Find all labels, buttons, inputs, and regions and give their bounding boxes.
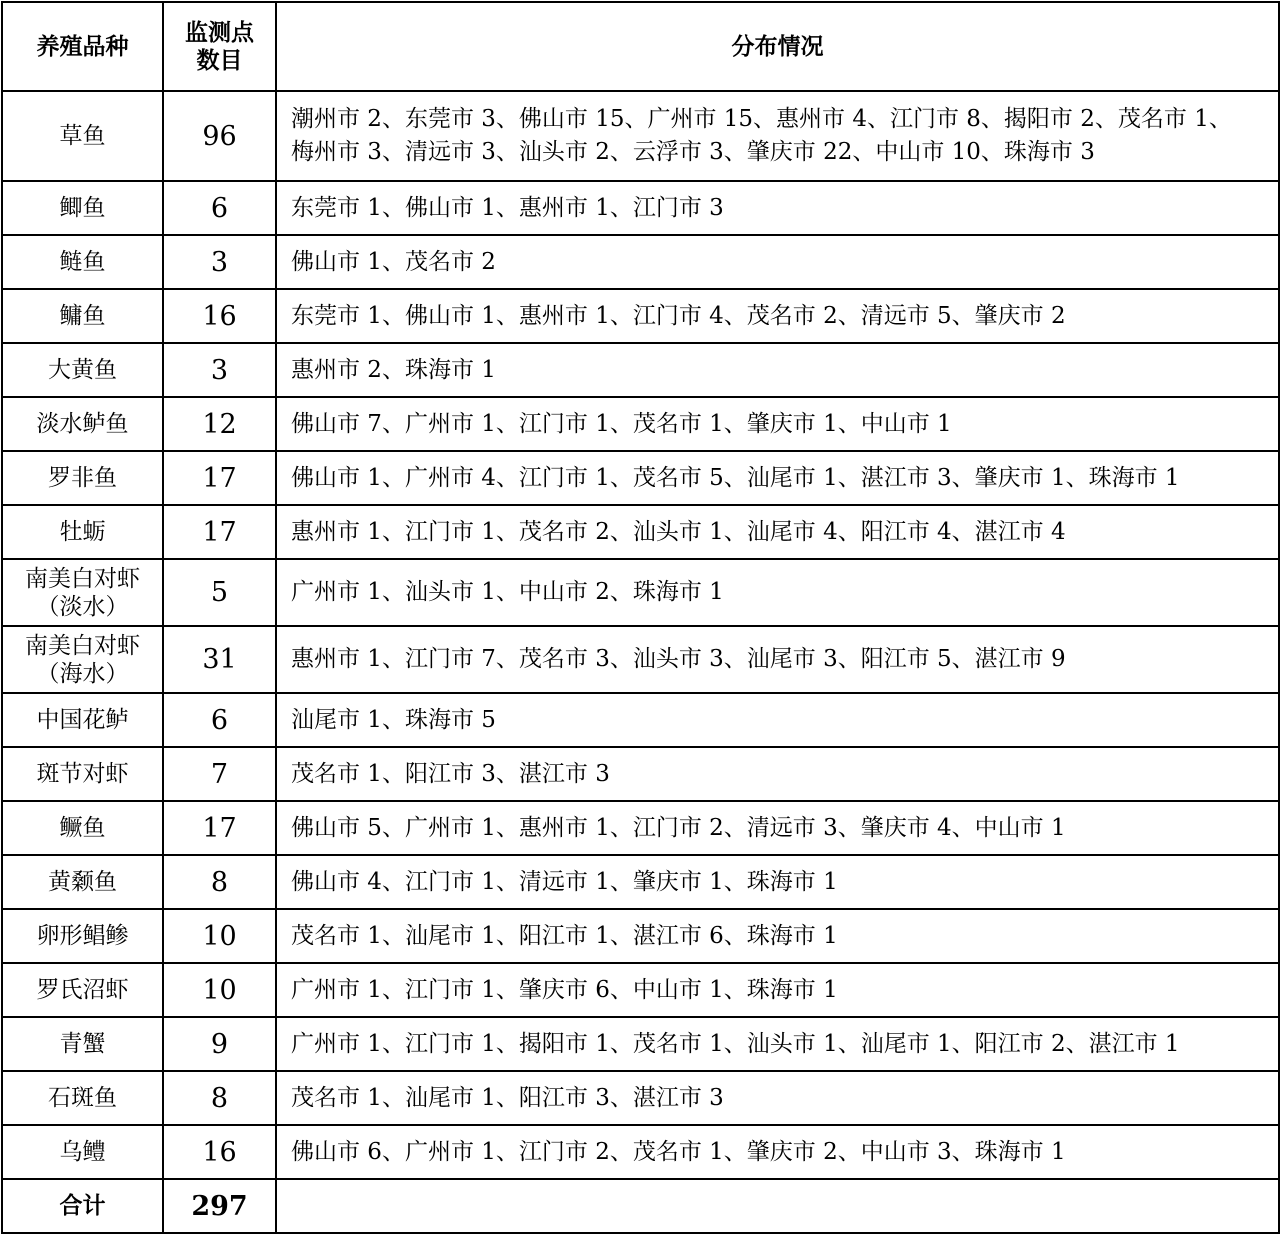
table-row — [2, 235, 1279, 289]
species-cell: 罗氏沼虾 — [2, 963, 163, 1017]
monitoring-points-table — [1, 1, 1280, 1234]
species-cell: 罗非鱼 — [2, 451, 163, 505]
distribution-cell: 茂名市 1、汕尾市 1、阳江市 1、湛江市 6、珠海市 1 — [276, 909, 1279, 963]
species-cell: 青蟹 — [2, 1017, 163, 1071]
distribution-cell: 汕尾市 1、珠海市 5 — [276, 693, 1279, 747]
count-cell: 16 — [163, 289, 276, 343]
table-row — [2, 909, 1279, 963]
header-count-line1: 监测点 — [185, 19, 254, 46]
distribution-cell: 惠州市 2、珠海市 1 — [276, 343, 1279, 397]
table-row — [2, 91, 1279, 181]
species-cell: 斑节对虾 — [2, 747, 163, 801]
count-cell: 16 — [163, 1125, 276, 1179]
table-row — [2, 1125, 1279, 1179]
distribution-cell: 茂名市 1、汕尾市 1、阳江市 3、湛江市 3 — [276, 1071, 1279, 1125]
distribution-cell — [276, 91, 1279, 181]
distribution-cell: 佛山市 1、茂名市 2 — [276, 235, 1279, 289]
table-row — [2, 451, 1279, 505]
count-cell: 8 — [163, 1071, 276, 1125]
header-row — [2, 2, 1279, 91]
table-row — [2, 289, 1279, 343]
count-cell: 7 — [163, 747, 276, 801]
count-cell: 31 — [163, 626, 276, 693]
count-cell: 3 — [163, 235, 276, 289]
species-cell: 卵形鲳鲹 — [2, 909, 163, 963]
species-cell: 草鱼 — [2, 91, 163, 181]
distribution-cell: 东莞市 1、佛山市 1、惠州市 1、江门市 3 — [276, 181, 1279, 235]
distribution-cell: 佛山市 6、广州市 1、江门市 2、茂名市 1、肇庆市 2、中山市 3、珠海市 1 — [276, 1125, 1279, 1179]
table-row — [2, 1071, 1279, 1125]
count-cell: 12 — [163, 397, 276, 451]
distribution-line2: 梅州市 3、清远市 3、汕头市 2、云浮市 3、肇庆市 22、中山市 10、珠海市 3 — [291, 139, 1095, 165]
distribution-cell: 佛山市 1、广州市 4、江门市 1、茂名市 5、汕尾市 1、湛江市 3、肇庆市 1、珠海市 1 — [276, 451, 1279, 505]
table-row — [2, 397, 1279, 451]
species-cell: 中国花鲈 — [2, 693, 163, 747]
table-row — [2, 963, 1279, 1017]
table-row — [2, 1017, 1279, 1071]
species-cell: 乌鳢 — [2, 1125, 163, 1179]
distribution-cell: 广州市 1、江门市 1、肇庆市 6、中山市 1、珠海市 1 — [276, 963, 1279, 1017]
count-cell: 9 — [163, 1017, 276, 1071]
species-cell: 鳙鱼 — [2, 289, 163, 343]
total-row — [2, 1179, 1279, 1233]
count-cell: 10 — [163, 963, 276, 1017]
distribution-cell: 佛山市 4、江门市 1、清远市 1、肇庆市 1、珠海市 1 — [276, 855, 1279, 909]
distribution-cell: 广州市 1、江门市 1、揭阳市 1、茂名市 1、汕头市 1、汕尾市 1、阳江市 2、湛江市 1 — [276, 1017, 1279, 1071]
table-row — [2, 181, 1279, 235]
count-cell: 5 — [163, 559, 276, 626]
table-row — [2, 855, 1279, 909]
table-row — [2, 343, 1279, 397]
distribution-cell: 惠州市 1、江门市 1、茂名市 2、汕头市 1、汕尾市 4、阳江市 4、湛江市 4 — [276, 505, 1279, 559]
count-cell: 17 — [163, 801, 276, 855]
total-distribution-empty — [276, 1179, 1279, 1233]
distribution-cell: 茂名市 1、阳江市 3、湛江市 3 — [276, 747, 1279, 801]
species-cell: 石斑鱼 — [2, 1071, 163, 1125]
count-cell: 17 — [163, 451, 276, 505]
count-cell: 6 — [163, 181, 276, 235]
species-cell: 鳜鱼 — [2, 801, 163, 855]
species-cell: 鲫鱼 — [2, 181, 163, 235]
table-row — [2, 747, 1279, 801]
table-row — [2, 559, 1279, 626]
table-row — [2, 626, 1279, 693]
total-count: 297 — [163, 1179, 276, 1233]
table-row — [2, 801, 1279, 855]
header-count-line2: 数目 — [196, 47, 243, 74]
table-row — [2, 693, 1279, 747]
header-count — [163, 2, 276, 91]
header-species: 养殖品种 — [2, 2, 163, 91]
count-cell: 10 — [163, 909, 276, 963]
species-cell: 鲢鱼 — [2, 235, 163, 289]
species-cell: 牡蛎 — [2, 505, 163, 559]
distribution-cell: 惠州市 1、江门市 7、茂名市 3、汕头市 3、汕尾市 3、阳江市 5、湛江市 9 — [276, 626, 1279, 693]
species-cell: 黄颡鱼 — [2, 855, 163, 909]
count-cell: 17 — [163, 505, 276, 559]
distribution-cell: 东莞市 1、佛山市 1、惠州市 1、江门市 4、茂名市 2、清远市 5、肇庆市 2 — [276, 289, 1279, 343]
species-cell: 淡水鲈鱼 — [2, 397, 163, 451]
distribution-cell: 佛山市 5、广州市 1、惠州市 1、江门市 2、清远市 3、肇庆市 4、中山市 1 — [276, 801, 1279, 855]
count-cell: 6 — [163, 693, 276, 747]
species-cell — [2, 559, 163, 626]
distribution-cell: 广州市 1、汕头市 1、中山市 2、珠海市 1 — [276, 559, 1279, 626]
count-cell: 8 — [163, 855, 276, 909]
table-row — [2, 505, 1279, 559]
distribution-line1: 潮州市 2、东莞市 3、佛山市 15、广州市 15、惠州市 4、江门市 8、揭阳市 2、茂名市 1、 — [291, 106, 1232, 132]
species-line1: 南美白对虾 — [25, 632, 140, 659]
species-line1: 南美白对虾 — [25, 565, 140, 592]
count-cell: 96 — [163, 91, 276, 181]
species-cell — [2, 626, 163, 693]
count-cell: 3 — [163, 343, 276, 397]
species-line2: （淡水） — [36, 593, 129, 620]
total-label: 合计 — [2, 1179, 163, 1233]
header-distribution: 分布情况 — [276, 2, 1279, 91]
species-line2: （海水） — [36, 660, 129, 687]
distribution-cell: 佛山市 7、广州市 1、江门市 1、茂名市 1、肇庆市 1、中山市 1 — [276, 397, 1279, 451]
species-cell: 大黄鱼 — [2, 343, 163, 397]
